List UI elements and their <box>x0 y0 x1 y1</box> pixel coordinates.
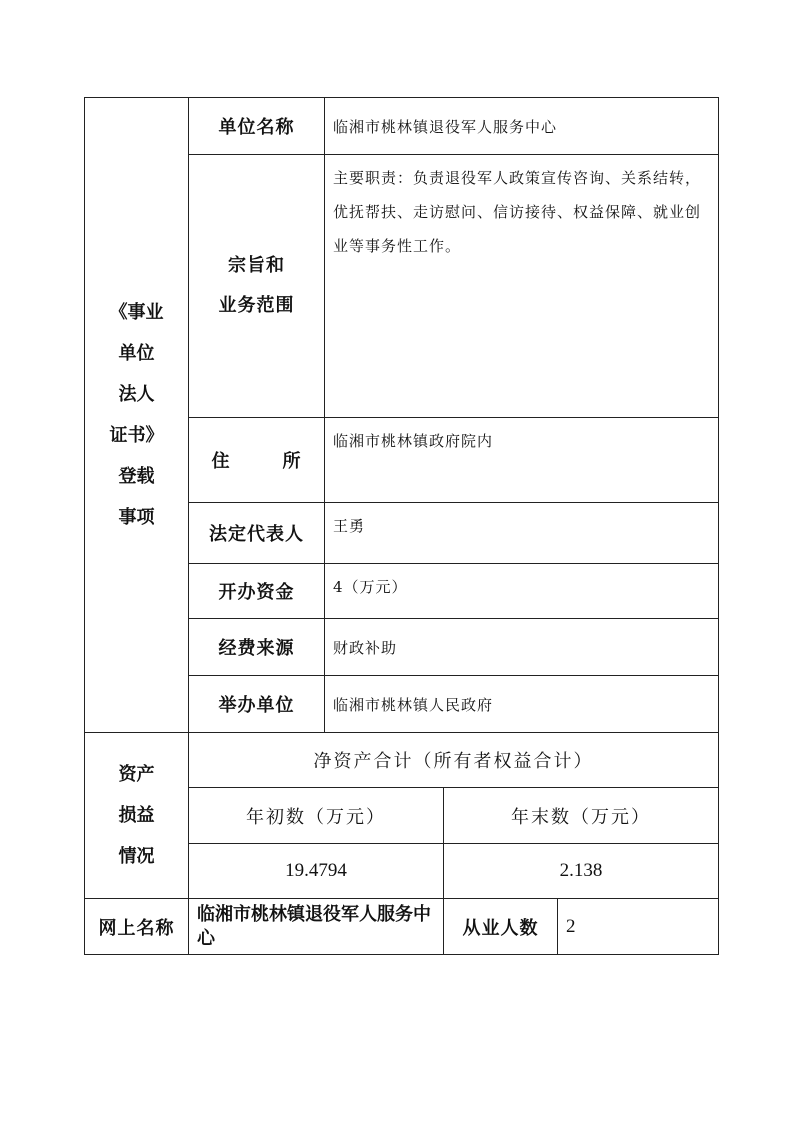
unit-name-row <box>85 98 719 155</box>
funds-label: 开办资金 <box>189 564 325 619</box>
unit-name-value: 临湘市桃林镇退役军人服务中心 <box>325 98 719 155</box>
funding-source-value: 财政补助 <box>325 619 719 676</box>
assets-label-line: 资产 <box>118 764 155 785</box>
legal-rep-label: 法定代表人 <box>189 503 325 564</box>
assets-header-row <box>85 733 719 788</box>
begin-label: 年初数（万元） <box>189 788 444 844</box>
staff-value: 2 <box>558 899 719 955</box>
address-label <box>189 418 325 503</box>
address-label-char: 所 <box>282 451 302 472</box>
staff-label: 从业人数 <box>444 899 558 955</box>
legal-rep-value: 王勇 <box>325 503 719 564</box>
end-value: 2.138 <box>444 844 719 899</box>
assets-label-line: 情况 <box>118 846 155 867</box>
address-value: 临湘市桃林镇政府院内 <box>325 418 719 503</box>
section-label-line: 证书》 <box>109 425 164 446</box>
online-name-row <box>85 899 719 955</box>
assets-label-line: 损益 <box>118 805 155 826</box>
section-label-line: 事项 <box>118 507 155 528</box>
address-label-char: 住 <box>211 451 231 472</box>
funding-source-label: 经费来源 <box>189 619 325 676</box>
section-label-line: 《事业 <box>109 302 164 323</box>
certificate-section-label <box>85 98 189 733</box>
scope-value: 主要职责：负责退役军人政策宣传咨询、关系结转，优抚帮扶、走访慰问、信访接待、权益保障、就业创业等事务性工作。 <box>325 155 719 418</box>
section-label-line: 法人 <box>118 384 155 405</box>
section-label-line: 登载 <box>118 466 155 487</box>
section-label-line: 单位 <box>118 343 155 364</box>
sponsor-label: 举办单位 <box>189 676 325 733</box>
funds-value: 4（万元） <box>325 564 719 619</box>
online-name-value: 临湘市桃林镇退役军人服务中心 <box>189 899 444 955</box>
begin-value: 19.4794 <box>189 844 444 899</box>
scope-label-line: 宗旨和 <box>228 255 285 276</box>
scope-label <box>189 155 325 418</box>
end-label: 年末数（万元） <box>444 788 719 844</box>
unit-name-label: 单位名称 <box>189 98 325 155</box>
online-name-label: 网上名称 <box>85 899 189 955</box>
assets-section-label <box>85 733 189 899</box>
net-assets-header: 净资产合计（所有者权益合计） <box>189 733 719 788</box>
sponsor-value: 临湘市桃林镇人民政府 <box>325 676 719 733</box>
scope-label-line: 业务范围 <box>218 295 295 316</box>
registration-table <box>84 97 719 955</box>
